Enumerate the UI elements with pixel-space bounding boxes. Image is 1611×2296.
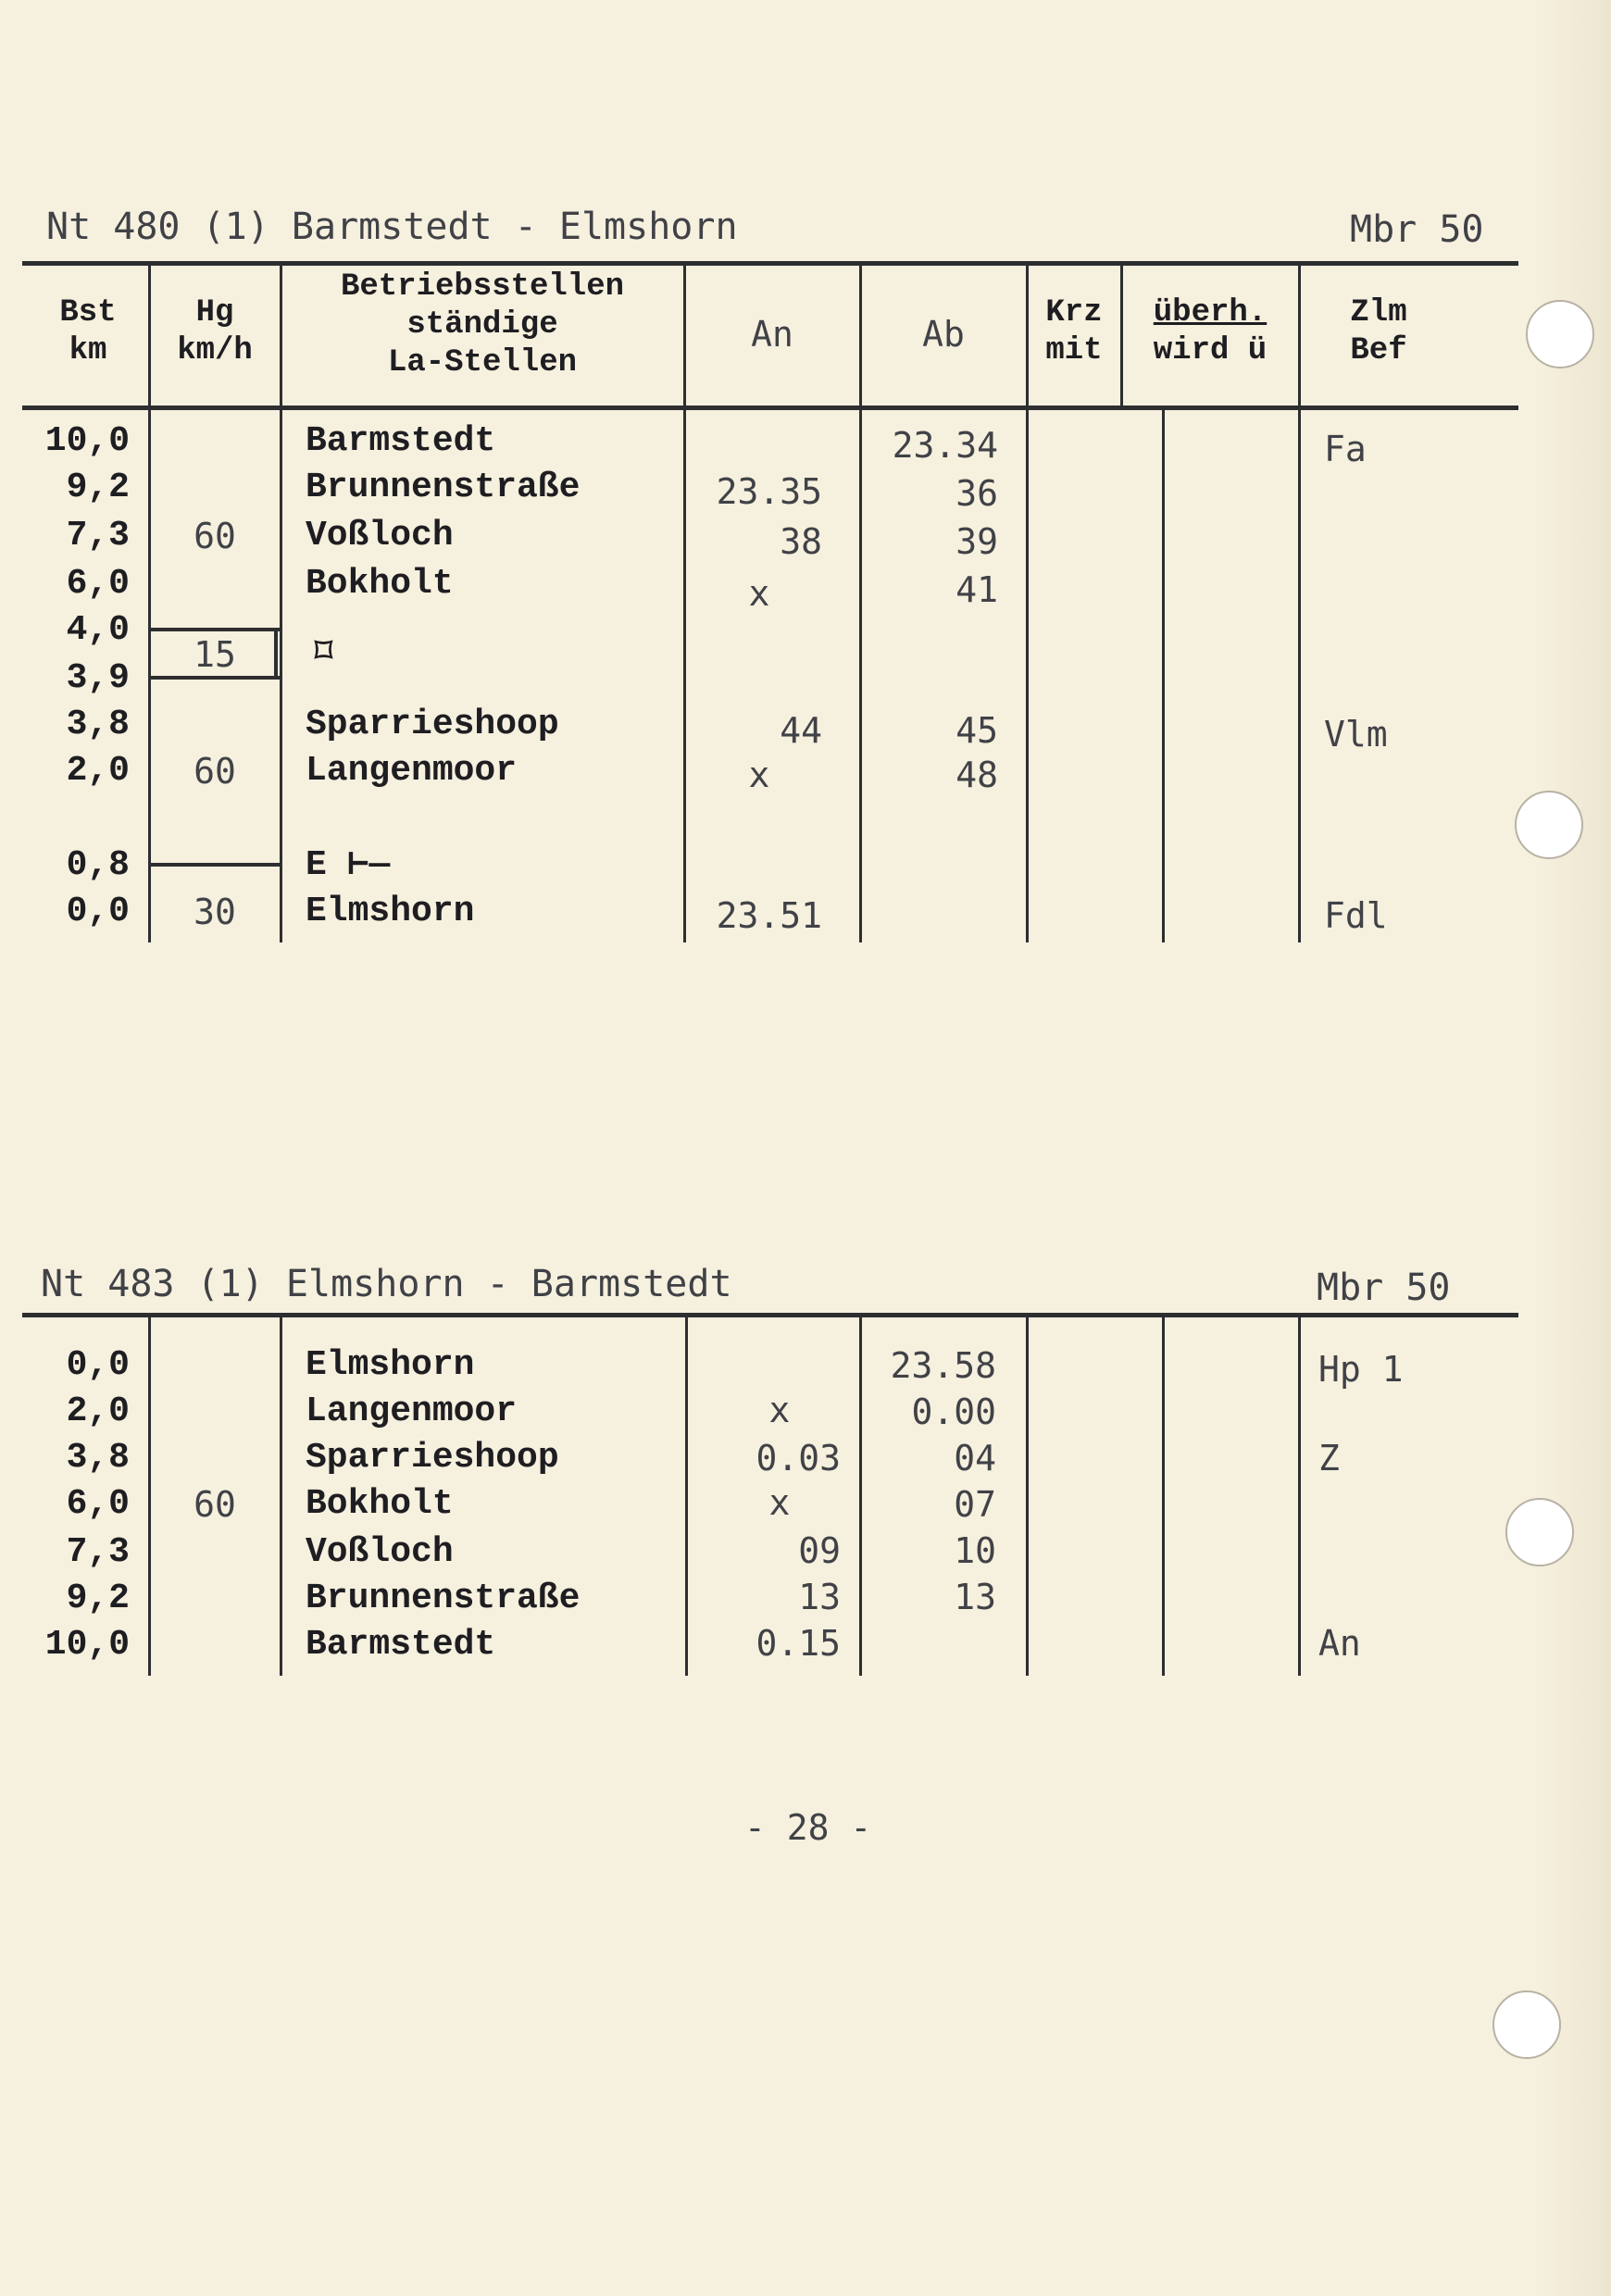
col-header-zlm: Zlm Bef — [1350, 295, 1407, 368]
zlm-code: Fa — [1324, 429, 1367, 469]
speed-value: 60 — [194, 751, 236, 792]
station-name: Sparrieshoop — [306, 705, 559, 744]
arrival-time: 13 — [798, 1577, 841, 1617]
arrival-time: 23.51 — [716, 895, 822, 936]
punch-hole — [1492, 1990, 1561, 2059]
page-number: - 28 - — [744, 1807, 872, 1848]
arrival-time: 0.03 — [756, 1438, 841, 1479]
km-value: 10,0 — [44, 421, 130, 461]
header-bottom-rule — [22, 406, 1518, 410]
km-value: 9,2 — [66, 468, 130, 507]
station-name: Langenmoor — [306, 751, 518, 791]
table-top-rule — [22, 1313, 1518, 1317]
punch-hole — [1505, 1498, 1574, 1566]
km-value: 2,0 — [66, 751, 130, 791]
column-divider — [683, 261, 686, 942]
km-value: 7,3 — [66, 1532, 130, 1572]
station-name: Voßloch — [306, 516, 454, 555]
speed-value: 60 — [194, 516, 236, 556]
station-name: Elmshorn — [306, 1345, 475, 1385]
col-header-an: An — [751, 314, 793, 355]
km-value: 7,3 — [66, 516, 130, 555]
station-name: Bokholt — [306, 1484, 454, 1524]
departure-time: 04 — [954, 1438, 996, 1479]
km-value: 3,8 — [66, 705, 130, 744]
km-value: 4,0 — [66, 610, 130, 650]
zlm-code: Vlm — [1324, 714, 1388, 755]
km-value: 10,0 — [44, 1625, 130, 1665]
mbr-label: Mbr 50 — [1317, 1267, 1451, 1309]
timetable-title: Nt 480 (1) Barmstedt - Elmshorn — [46, 206, 738, 248]
km-value: 0,0 — [66, 892, 130, 931]
col-header-ab: Ab — [922, 314, 965, 355]
column-divider — [685, 1315, 688, 1676]
departure-time: 39 — [955, 521, 998, 562]
col-header-bst: Bst km — [59, 295, 117, 368]
arrival-time: 0.15 — [756, 1623, 841, 1664]
station-name: Langenmoor — [306, 1391, 518, 1431]
timetable-title: Nt 483 (1) Elmshorn - Barmstedt — [41, 1263, 732, 1305]
station-name: Sparrieshoop — [306, 1438, 559, 1478]
station-name: Brunnenstraße — [306, 468, 581, 507]
zlm-code: Hp 1 — [1318, 1349, 1404, 1390]
column-divider — [1026, 1315, 1029, 1676]
speed-value: 30 — [194, 892, 236, 932]
departure-time: 10 — [954, 1530, 996, 1571]
km-value: 0,0 — [66, 1345, 130, 1385]
km-value: 6,0 — [66, 564, 130, 604]
zlm-code: Fdl — [1324, 895, 1388, 936]
speed-section-line — [150, 863, 280, 867]
departure-time: 23.34 — [892, 425, 998, 466]
col-header-krz: Krz mit — [1045, 295, 1103, 368]
km-value: 9,2 — [66, 1578, 130, 1618]
speed-section-line — [150, 676, 280, 680]
table-top-rule — [22, 261, 1518, 266]
column-divider — [280, 1315, 282, 1676]
speed-section-line — [150, 628, 280, 631]
departure-time: 48 — [955, 755, 998, 795]
col-header-betriebsstellen: Betriebsstellen ständige La-Stellen — [340, 269, 625, 381]
arrival-time: 38 — [780, 521, 822, 562]
punch-hole — [1526, 300, 1594, 368]
column-divider — [1162, 407, 1165, 942]
signal-symbol: E ⊢— — [306, 845, 391, 885]
col-header-ueberh: überh. wird ü — [1153, 295, 1268, 368]
km-value: 0,8 — [66, 845, 130, 885]
station-name: Voßloch — [306, 1532, 454, 1572]
level-crossing-symbol: ⌑ — [313, 634, 334, 674]
column-divider — [1298, 1315, 1301, 1676]
station-name: Elmshorn — [306, 892, 475, 931]
mbr-label: Mbr 50 — [1350, 208, 1484, 251]
arrival-time: x — [748, 573, 770, 614]
station-name: Brunnenstraße — [306, 1578, 581, 1618]
km-value: 3,9 — [66, 658, 130, 698]
km-value: 2,0 — [66, 1391, 130, 1431]
arrival-time: x — [748, 755, 770, 795]
arrival-time: 44 — [780, 710, 822, 751]
col-header-hg: Hg km/h — [177, 295, 253, 368]
arrival-time: x — [768, 1482, 791, 1523]
departure-time: 41 — [955, 569, 998, 610]
zlm-code: An — [1318, 1623, 1361, 1664]
arrival-time: 23.35 — [716, 471, 822, 512]
arrival-time: 09 — [798, 1530, 841, 1571]
departure-time: 23.58 — [890, 1345, 996, 1386]
station-name: Barmstedt — [306, 421, 496, 461]
km-value: 3,8 — [66, 1438, 130, 1478]
column-divider — [1162, 1315, 1165, 1676]
departure-time: 36 — [955, 473, 998, 514]
departure-time: 45 — [955, 710, 998, 751]
station-name: Bokholt — [306, 564, 454, 604]
station-name: Barmstedt — [306, 1625, 496, 1665]
departure-time: 13 — [954, 1577, 996, 1617]
km-value: 6,0 — [66, 1484, 130, 1524]
speed-value: 60 — [194, 1484, 236, 1525]
zlm-code: Z — [1318, 1438, 1340, 1479]
departure-time: 0.00 — [911, 1391, 996, 1432]
speed-value: 15 — [194, 634, 236, 675]
arrival-time: x — [768, 1390, 791, 1430]
departure-time: 07 — [954, 1484, 996, 1525]
punch-hole — [1515, 791, 1583, 859]
